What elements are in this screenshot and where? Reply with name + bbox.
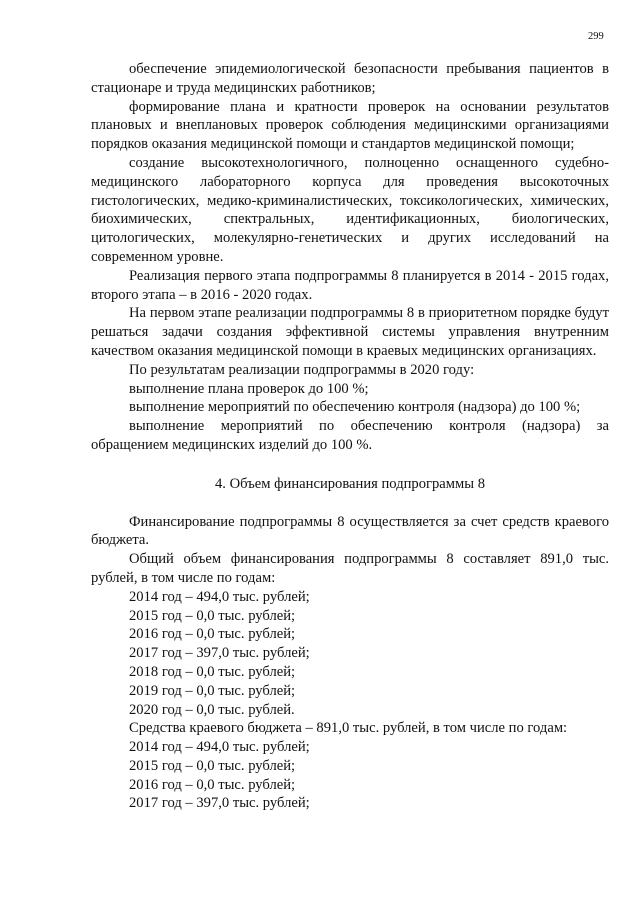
paragraph: создание высокотехнологичного, полноценно оснащенного судебно-медицинского лабораторного корпуса для проведения высокоточных гистологических, медико-криминалистических, токсикологических, химических, биохимических, спектральных, идентификационных, биологических, цитологических, молекулярно-генетических и других исследований на современном уровне. xyxy=(91,154,609,265)
paragraph: По результатам реализации подпрограммы в 2020 году: xyxy=(129,361,475,378)
list-item: 2016 год – 0,0 тыс. рублей; xyxy=(129,776,296,793)
paragraph: На первом этапе реализации подпрограммы 8 в приоритетном порядке будут решаться задачи создания эффективной системы управления внутренним качеством оказания медицинской помощи в краевых медицинских организациях. xyxy=(91,305,609,359)
section-heading: 4. Объем финансирования подпрограммы 8 xyxy=(215,475,485,492)
paragraph: выполнение плана проверок до 100 %; xyxy=(129,380,369,397)
list-item: 2017 год – 397,0 тыс. рублей; xyxy=(129,645,310,662)
paragraph: Средства краевого бюджета – 891,0 тыс. рублей, в том числе по годам: xyxy=(129,720,568,737)
list-item: 2017 год – 397,0 тыс. рублей; xyxy=(129,795,310,812)
list-item: 2014 год – 494,0 тыс. рублей; xyxy=(129,739,310,756)
regional-by-year-list xyxy=(91,738,609,813)
paragraph: выполнение мероприятий по обеспечению контроля (надзора) за обращением медицинских изделий до 100 %. xyxy=(91,418,609,453)
document-body xyxy=(91,60,609,813)
paragraph: выполнение мероприятий по обеспечению контроля (надзора) до 100 %; xyxy=(129,399,581,416)
list-item: 2018 год – 0,0 тыс. рублей; xyxy=(129,663,296,680)
page-number: 299 xyxy=(588,31,604,42)
list-item: 2015 год – 0,0 тыс. рублей; xyxy=(129,607,296,624)
paragraph: Общий объем финансирования подпрограммы 8 составляет 891,0 тыс. рублей, в том числе по годам: xyxy=(91,551,609,586)
paragraph: Реализация первого этапа подпрограммы 8 планируется в 2014 - 2015 годах, второго этапа – в 2016 - 2020 годах. xyxy=(91,267,609,303)
list-item: 2014 год – 494,0 тыс. рублей; xyxy=(129,588,310,605)
paragraph: формирование плана и кратности проверок на основании результатов плановых и внеплановых проверок соблюдения медицинскими организациями порядков оказания медицинской помощи и стандартов медицинской помощи; xyxy=(91,98,609,153)
list-item: 2019 год – 0,0 тыс. рублей; xyxy=(129,682,296,699)
paragraph: обеспечение эпидемиологической безопасности пребывания пациентов в стационаре и труда медицинских работников; xyxy=(91,61,609,96)
list-item: 2016 год – 0,0 тыс. рублей; xyxy=(129,626,296,643)
total-by-year-list xyxy=(91,588,609,720)
list-item: 2015 год – 0,0 тыс. рублей; xyxy=(129,757,296,774)
paragraph: Финансирование подпрограммы 8 осуществляется за счет средств краевого бюджета. xyxy=(91,513,609,549)
list-item: 2020 год – 0,0 тыс. рублей. xyxy=(129,701,295,718)
